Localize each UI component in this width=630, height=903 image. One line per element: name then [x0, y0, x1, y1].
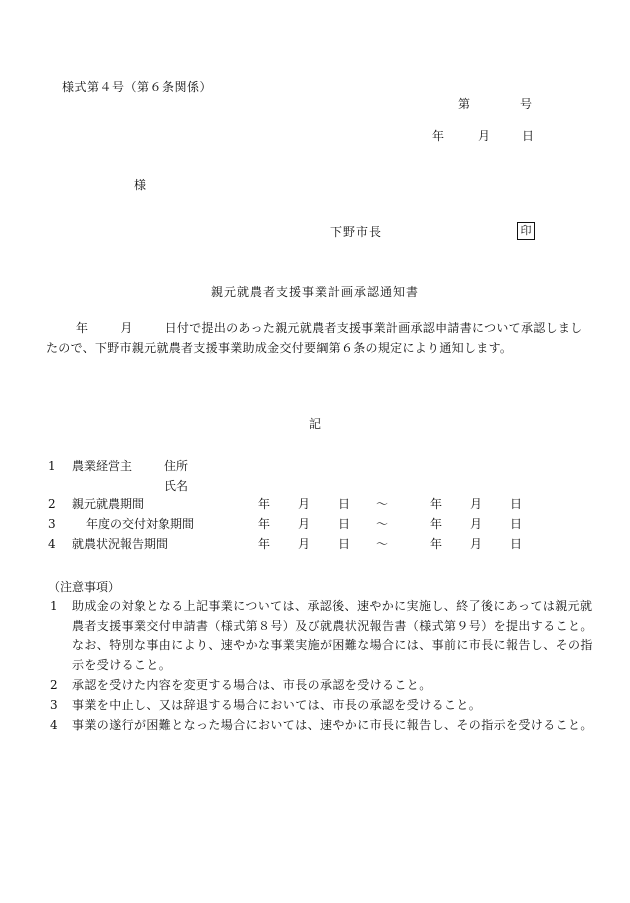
- date-month: 月: [478, 129, 491, 143]
- note-text: 事業を中止し、又は辞退する場合においては、市長の承認を受けること。: [72, 698, 482, 712]
- period-year-start: 年: [258, 497, 271, 511]
- period-day-start: 日: [338, 517, 351, 531]
- seal-mark: 印: [517, 222, 535, 240]
- ki-heading: 記: [308, 417, 321, 431]
- date-day: 日: [522, 129, 535, 143]
- item-label: 年度の交付対象期間: [86, 517, 195, 531]
- period-year-start: 年: [258, 537, 271, 551]
- item-label: 農業経営主: [72, 459, 133, 473]
- period-month-start: 月: [298, 497, 311, 511]
- item-address-label: 住所: [164, 459, 189, 473]
- note-item: [48, 597, 598, 675]
- form-label: 様式第４号（第６条関係）: [62, 80, 213, 94]
- period-day-end: 日: [510, 497, 523, 511]
- period-day-end: 日: [510, 537, 523, 551]
- period-day-end: 日: [510, 517, 523, 531]
- notes-heading: （注意事項）: [48, 580, 121, 594]
- addressee-suffix: 様: [134, 178, 147, 192]
- doc-number-suffix: 号: [520, 97, 533, 111]
- item-number: 1: [48, 459, 56, 473]
- note-item: [48, 676, 598, 696]
- note-number: 4: [50, 718, 59, 732]
- period-year-end: 年: [430, 517, 443, 531]
- item-name-label: 氏名: [164, 479, 189, 493]
- period-month-end: 月: [470, 497, 483, 511]
- body-paragraph: [46, 318, 588, 358]
- body-month: 月: [120, 321, 133, 335]
- note-item: [48, 696, 598, 716]
- document-title: 親元就農者支援事業計画承認通知書: [210, 285, 419, 299]
- period-year-end: 年: [430, 537, 443, 551]
- period-year-start: 年: [258, 517, 271, 531]
- note-text: 助成金の対象となる上記事業については、承認後、速やかに実施し、終了後にあっては親元就農者支援事業交付申請書（様式第８号）及び就農状況報告書（様式第９号）を提出すること。なお、特別な事由により、速やかな事業実施が困難な場合には、事前に市長に報告し、その指示を受けること。: [72, 599, 593, 672]
- note-number: 2: [50, 678, 59, 692]
- period-tilde: ～: [376, 537, 389, 551]
- item-number: 3: [48, 517, 56, 531]
- note-number: 3: [50, 698, 59, 712]
- period-month-start: 月: [298, 517, 311, 531]
- body-text: 日付で提出のあった親元就農者支援事業計画承認申請書について承認しましたので、下野市親元就農者支援事業助成金交付要綱第６条の規定により通知します。: [46, 321, 583, 355]
- body-year: 年: [76, 321, 89, 335]
- item-label: 就農状況報告期間: [72, 537, 169, 551]
- date-year: 年: [432, 129, 445, 143]
- sender-name: 下野市長: [330, 225, 383, 239]
- note-number: 1: [50, 599, 59, 613]
- item-number: 4: [48, 537, 56, 551]
- period-day-start: 日: [338, 537, 351, 551]
- note-text: 事業の遂行が困難となった場合においては、速やかに市長に報告し、その指示を受けること。: [72, 718, 593, 732]
- doc-number-prefix: 第: [458, 97, 471, 111]
- period-tilde: ～: [376, 517, 389, 531]
- period-month-end: 月: [470, 517, 483, 531]
- period-tilde: ～: [376, 497, 389, 511]
- period-month-start: 月: [298, 537, 311, 551]
- note-text: 承認を受けた内容を変更する場合は、市長の承認を受けること。: [72, 678, 432, 692]
- period-day-start: 日: [338, 497, 351, 511]
- item-number: 2: [48, 497, 56, 511]
- note-item: [48, 716, 598, 736]
- period-year-end: 年: [430, 497, 443, 511]
- period-month-end: 月: [470, 537, 483, 551]
- item-label: 親元就農期間: [72, 497, 145, 511]
